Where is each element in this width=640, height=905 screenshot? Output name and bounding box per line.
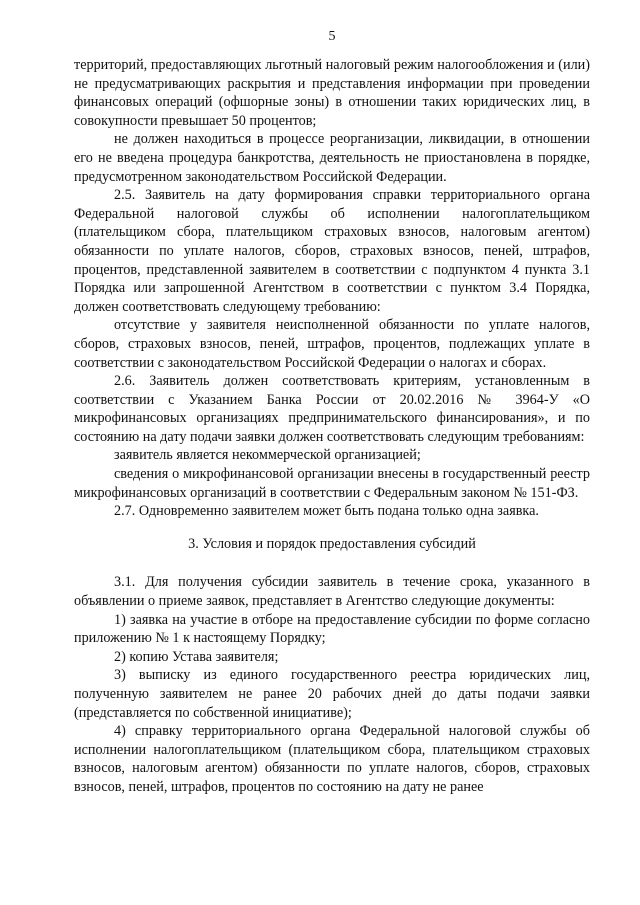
list-item: 4) справку территориального органа Федеральной налоговой службы об исполнении налогоплательщиком (плательщиком сбора, плательщиком страховых взносов, налоговым агентом) обязанности по уплате налогов, сборов, страховых взносов, пеней, штрафов, процентов по состоянию на дату не ранее: [74, 723, 590, 795]
page-number: 5: [328, 29, 336, 44]
paragraph: 2.6. Заявитель должен соответствовать критериям, установленным в соответствии с Указанием Банка России от 20.02.2016 № 3964-У «О микрофинансовых организациях предпринимательского финансирования», и по состоянию на дату подачи заявки должен соответствовать следующим требованиям:: [74, 373, 590, 445]
paragraph: 3.1. Для получения субсидии заявитель в течение срока, указанного в объявлении о приеме заявок, представляет в Агентство следующие документы:: [74, 574, 590, 610]
paragraph: сведения о микрофинансовой организации внесены в государственный реестр микрофинансовых организаций в соответствии с Федеральным законом № 151-ФЗ.: [74, 466, 590, 501]
list-item: 1) заявка на участие в отборе на предоставление субсидии по форме согласно приложению № 1 к настоящему Порядку;: [74, 611, 590, 647]
paragraph: 2.7. Одновременно заявителем может быть подана только одна заявка.: [114, 503, 539, 520]
paragraph: отсутствие у заявителя неисполненной обязанности по уплате налогов, сборов, страховых взносов, пеней, штрафов, процентов, подлежащих уплате в соответствии с законодательством Российской Федерации о налогах и сборах.: [74, 317, 590, 371]
list-item: 3) выписку из единого государственного реестра юридических лиц, полученную заявителем не ранее 20 рабочих дней до даты подачи заявки (представляется по собственной инициативе);: [74, 667, 590, 721]
list-item: 2) копию Устава заявителя;: [114, 648, 279, 665]
paragraph: заявитель является некоммерческой организацией;: [114, 447, 421, 464]
paragraph: 2.5. Заявитель на дату формирования справки территориального органа Федеральной налоговой службы об исполнении налогоплательщиком (плательщиком сбора, плательщиком страховых взносов, налоговым агентом) обязанности по уплате налогов, сборов, страховых взносов, пеней, штрафов, процентов, представленной заявителем в соответствии с подпунктом 4 пункта 3.1 Порядка или запрошенной Агентством в соответствии с пунктом 3.4 Порядка, должен соответствовать следующему требованию:: [74, 187, 590, 315]
document-body: [74, 56, 590, 797]
paragraph: территорий, предоставляющих льготный налоговый режим налогообложения и (или) не предусматривающих раскрытия и представления информации при проведении финансовых операций (офшорные зоны) в отношении таких юридических лиц, в совокупности превышает 50 процентов;: [74, 57, 590, 129]
section-heading: 3. Условия и порядок предоставления субсидий: [188, 535, 476, 552]
paragraph: не должен находиться в процессе реорганизации, ликвидации, в отношении его не введена процедура банкротства, деятельность не приостановлена в порядке, предусмотренном законодательством Российской Федерации.: [74, 131, 590, 185]
